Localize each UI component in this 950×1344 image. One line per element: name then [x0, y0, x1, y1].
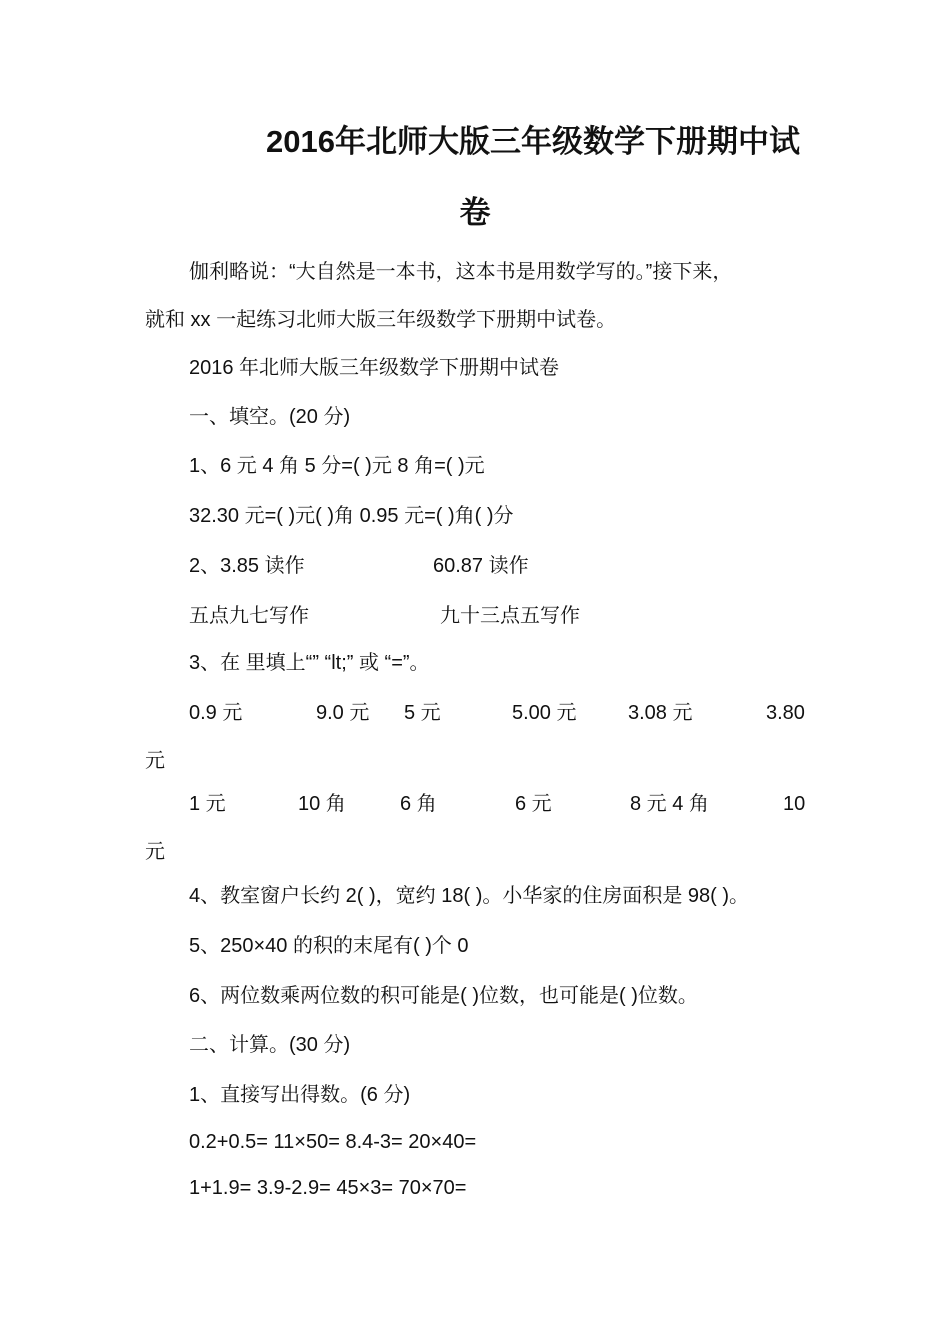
compare-cell: 9.0 元	[316, 702, 370, 724]
compare-cell: 6 元	[515, 793, 552, 815]
compare-cell: 3.08 元	[628, 702, 693, 724]
question-2-c: 五点九七写作	[189, 605, 309, 627]
document-title-line1: 2016年北师大版三年级数学下册期中试	[266, 124, 800, 159]
compare-wrap: 元	[145, 841, 165, 863]
document-title-line2: 卷	[459, 195, 491, 230]
compare-cell: 6 角	[400, 793, 437, 815]
compare-cell: 8 元 4 角	[630, 793, 709, 815]
calc-row-2: 1+1.9= 3.9-2.9= 45×3= 70×70=	[189, 1177, 467, 1199]
question-1-line1: 1、6 元 4 角 5 分=( )元 8 角=( )元	[189, 455, 485, 477]
question-4: 4、教室窗户长约 2( )，宽约 18( )。小华家的住房面积是 98( )。	[189, 885, 750, 907]
section1-heading: 一、填空。(20 分)	[189, 406, 351, 428]
compare-cell: 10 角	[298, 793, 346, 815]
compare-cell: 5.00 元	[512, 702, 577, 724]
calc-row-1: 0.2+0.5= 11×50= 8.4-3= 20×40=	[189, 1131, 477, 1153]
compare-cell: 5 元	[404, 702, 441, 724]
question-6: 6、两位数乘两位数的积可能是( )位数，也可能是( )位数。	[189, 985, 698, 1007]
question-2-a: 2、3.85 读作	[189, 555, 305, 577]
question-5: 5、250×40 的积的末尾有( )个 0	[189, 935, 469, 957]
section2-question-1: 1、直接写出得数。(6 分)	[189, 1084, 411, 1106]
compare-wrap: 元	[145, 750, 165, 772]
question-2-d: 九十三点五写作	[440, 605, 580, 627]
compare-cell: 3.80	[766, 702, 805, 724]
subtitle: 2016 年北师大版三年级数学下册期中试卷	[189, 357, 560, 379]
question-1-line2: 32.30 元=( )元( )角 0.95 元=( )角( )分	[189, 505, 514, 527]
question-3: 3、在 里填上“” “lt;” 或 “=”。	[189, 652, 430, 674]
compare-cell: 1 元	[189, 793, 226, 815]
intro-line2: 就和 xx 一起练习北师大版三年级数学下册期中试卷。	[145, 309, 617, 331]
section2-heading: 二、计算。(30 分)	[189, 1034, 351, 1056]
compare-cell: 0.9 元	[189, 702, 243, 724]
compare-cell: 10	[783, 793, 806, 815]
intro-line1: 伽利略说：“大自然是一本书，这本书是用数学写的。”接下来，	[189, 261, 733, 283]
question-2-b: 60.87 读作	[433, 555, 529, 577]
